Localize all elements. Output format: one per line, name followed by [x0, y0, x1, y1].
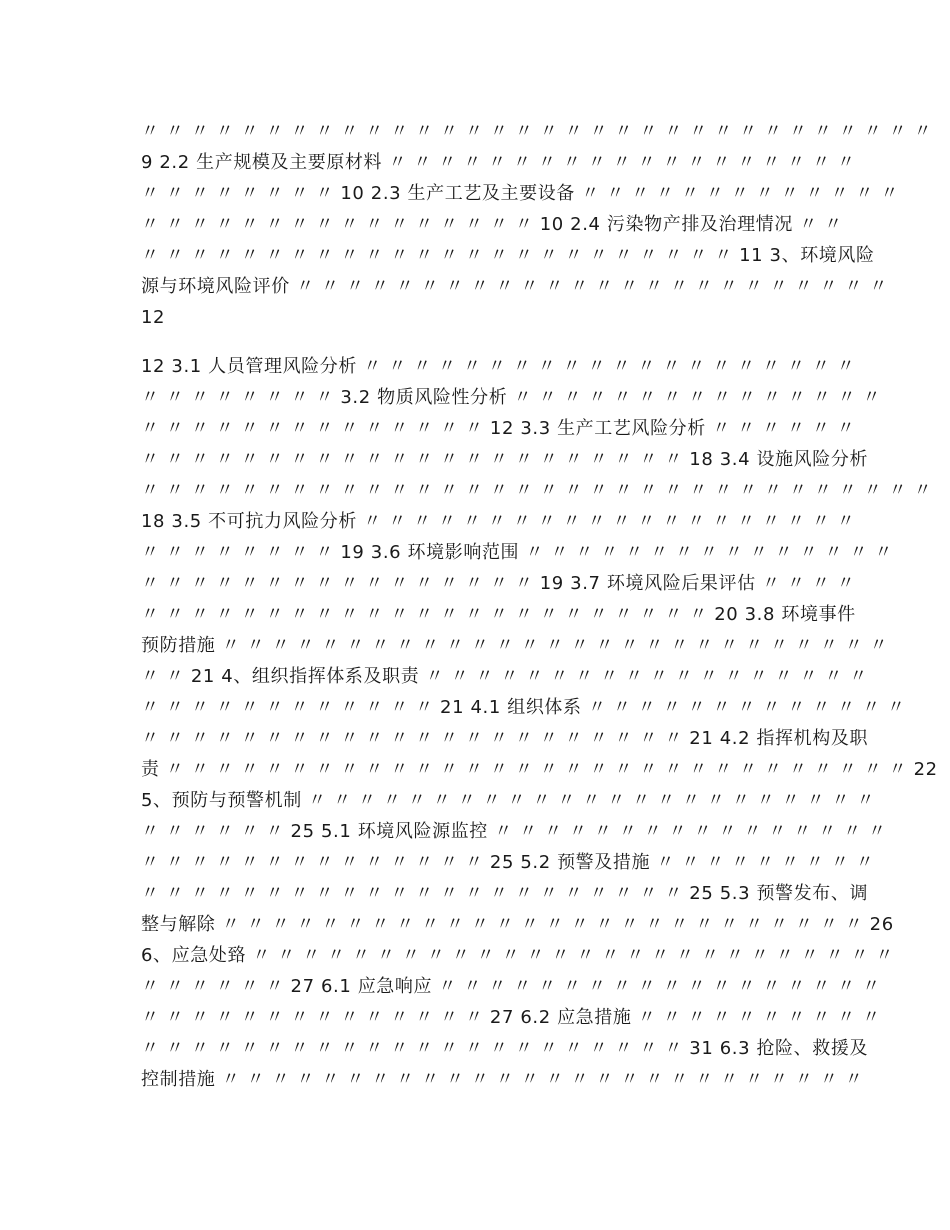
toc-line: 〃 〃 〃 〃 〃 〃 〃 〃 〃 〃 〃 〃 〃 〃 〃 〃 〃 〃 〃 〃 〃 〃 〃 20 3.8 环境事件	[141, 604, 856, 625]
toc-line: 〃 〃 〃 〃 〃 〃 〃 〃 〃 〃 〃 〃 〃 〃 25 5.2 预警及措施 〃 〃 〃 〃 〃 〃 〃 〃 〃	[141, 852, 875, 873]
toc-line: 6、应急处臵 〃 〃 〃 〃 〃 〃 〃 〃 〃 〃 〃 〃 〃 〃 〃 〃 〃 〃 〃 〃 〃 〃 〃 〃 〃 〃	[141, 945, 895, 966]
toc-line: 〃 〃 〃 〃 〃 〃 〃 〃 〃 〃 〃 〃 〃 〃 〃 〃 〃 〃 〃 〃 〃 〃 〃 〃 〃 〃 〃 〃 〃 〃 〃 〃	[141, 121, 933, 142]
toc-line: 5、预防与预警机制 〃 〃 〃 〃 〃 〃 〃 〃 〃 〃 〃 〃 〃 〃 〃 〃 〃 〃 〃 〃 〃 〃 〃	[141, 790, 876, 811]
toc-line: 18 3.5 不可抗力风险分析 〃 〃 〃 〃 〃 〃 〃 〃 〃 〃 〃 〃 〃 〃 〃 〃 〃 〃 〃 〃	[141, 511, 856, 532]
toc-line: 〃 〃 〃 〃 〃 〃 〃 〃 〃 〃 〃 〃 〃 〃 12 3.3 生产工艺风险分析 〃 〃 〃 〃 〃 〃	[141, 418, 856, 439]
toc-line: 〃 〃 〃 〃 〃 〃 〃 〃 〃 〃 〃 〃 〃 〃 〃 〃 10 2.4 污染物产排及治理情况 〃 〃	[141, 214, 843, 235]
toc-line: 整与解除 〃 〃 〃 〃 〃 〃 〃 〃 〃 〃 〃 〃 〃 〃 〃 〃 〃 〃 〃 〃 〃 〃 〃 〃 〃 〃 26	[141, 914, 894, 935]
toc-line: 源与环境风险评价 〃 〃 〃 〃 〃 〃 〃 〃 〃 〃 〃 〃 〃 〃 〃 〃 〃 〃 〃 〃 〃 〃 〃 〃	[141, 276, 888, 297]
toc-line: 〃 〃 〃 〃 〃 〃 〃 〃 10 2.3 生产工艺及主要设备 〃 〃 〃 〃 〃 〃 〃 〃 〃 〃 〃 〃 〃	[141, 183, 899, 204]
toc-line: 12 3.1 人员管理风险分析 〃 〃 〃 〃 〃 〃 〃 〃 〃 〃 〃 〃 〃 〃 〃 〃 〃 〃 〃 〃	[141, 356, 856, 377]
toc-line: 〃 〃 〃 〃 〃 〃 〃 〃 〃 〃 〃 〃 〃 〃 〃 〃 〃 〃 〃 〃 〃 〃 31 6.3 抢险、救援及	[141, 1038, 869, 1059]
toc-line: 〃 〃 〃 〃 〃 〃 〃 〃 〃 〃 〃 〃 〃 〃 〃 〃 〃 〃 〃 〃 〃 〃 〃 〃 〃 〃 〃 〃 〃 〃 〃 〃	[141, 480, 933, 501]
toc-line: 控制措施 〃 〃 〃 〃 〃 〃 〃 〃 〃 〃 〃 〃 〃 〃 〃 〃 〃 〃 〃 〃 〃 〃 〃 〃 〃 〃	[141, 1069, 864, 1090]
toc-line: 〃 〃 〃 〃 〃 〃 25 5.1 环境风险源监控 〃 〃 〃 〃 〃 〃 〃 〃 〃 〃 〃 〃 〃 〃 〃 〃	[141, 821, 887, 842]
toc-line: 〃 〃 〃 〃 〃 〃 〃 〃 〃 〃 〃 〃 〃 〃 〃 〃 〃 〃 〃 〃 〃 〃 18 3.4 设施风险分析	[141, 449, 869, 470]
toc-line: 〃 〃 〃 〃 〃 〃 〃 〃 〃 〃 〃 〃 〃 〃 〃 〃 〃 〃 〃 〃 〃 〃 〃 〃 11 3、环境风险	[141, 245, 875, 266]
toc-line: 〃 〃 〃 〃 〃 〃 〃 〃 19 3.6 环境影响范围 〃 〃 〃 〃 〃 〃 〃 〃 〃 〃 〃 〃 〃 〃 〃	[141, 542, 893, 563]
toc-block-1	[141, 116, 933, 333]
toc-block-2	[141, 351, 938, 1095]
toc-line: 〃 〃 〃 〃 〃 〃 〃 〃 〃 〃 〃 〃 〃 〃 〃 〃 〃 〃 〃 〃 〃 〃 21 4.2 指挥机构及职	[141, 728, 869, 749]
toc-line: 〃 〃 〃 〃 〃 〃 〃 〃 〃 〃 〃 〃 21 4.1 组织体系 〃 〃 〃 〃 〃 〃 〃 〃 〃 〃 〃 〃 〃	[141, 697, 906, 718]
toc-line: 9 2.2 生产规模及主要原材料 〃 〃 〃 〃 〃 〃 〃 〃 〃 〃 〃 〃 〃 〃 〃 〃 〃 〃 〃	[141, 152, 856, 173]
toc-line: 〃 〃 〃 〃 〃 〃 〃 〃 3.2 物质风险性分析 〃 〃 〃 〃 〃 〃 〃 〃 〃 〃 〃 〃 〃 〃 〃	[141, 387, 882, 408]
toc-line: 〃 〃 21 4、组织指挥体系及职责 〃 〃 〃 〃 〃 〃 〃 〃 〃 〃 〃 〃 〃 〃 〃 〃 〃 〃	[141, 666, 868, 687]
toc-line: 〃 〃 〃 〃 〃 〃 27 6.1 应急响应 〃 〃 〃 〃 〃 〃 〃 〃 〃 〃 〃 〃 〃 〃 〃 〃 〃 〃	[141, 976, 881, 997]
toc-line: 责 〃 〃 〃 〃 〃 〃 〃 〃 〃 〃 〃 〃 〃 〃 〃 〃 〃 〃 〃 〃 〃 〃 〃 〃 〃 〃 〃 〃 〃 〃 22	[141, 759, 938, 780]
toc-line: 〃 〃 〃 〃 〃 〃 〃 〃 〃 〃 〃 〃 〃 〃 〃 〃 〃 〃 〃 〃 〃 〃 25 5.3 预警发布、调	[141, 883, 869, 904]
toc-line: 12	[141, 307, 166, 328]
toc-line: 预防措施 〃 〃 〃 〃 〃 〃 〃 〃 〃 〃 〃 〃 〃 〃 〃 〃 〃 〃 〃 〃 〃 〃 〃 〃 〃 〃 〃	[141, 635, 889, 656]
toc-line: 〃 〃 〃 〃 〃 〃 〃 〃 〃 〃 〃 〃 〃 〃 〃 〃 19 3.7 环境风险后果评估 〃 〃 〃 〃	[141, 573, 856, 594]
toc-line: 〃 〃 〃 〃 〃 〃 〃 〃 〃 〃 〃 〃 〃 〃 27 6.2 应急措施 〃 〃 〃 〃 〃 〃 〃 〃 〃 〃	[141, 1007, 881, 1028]
